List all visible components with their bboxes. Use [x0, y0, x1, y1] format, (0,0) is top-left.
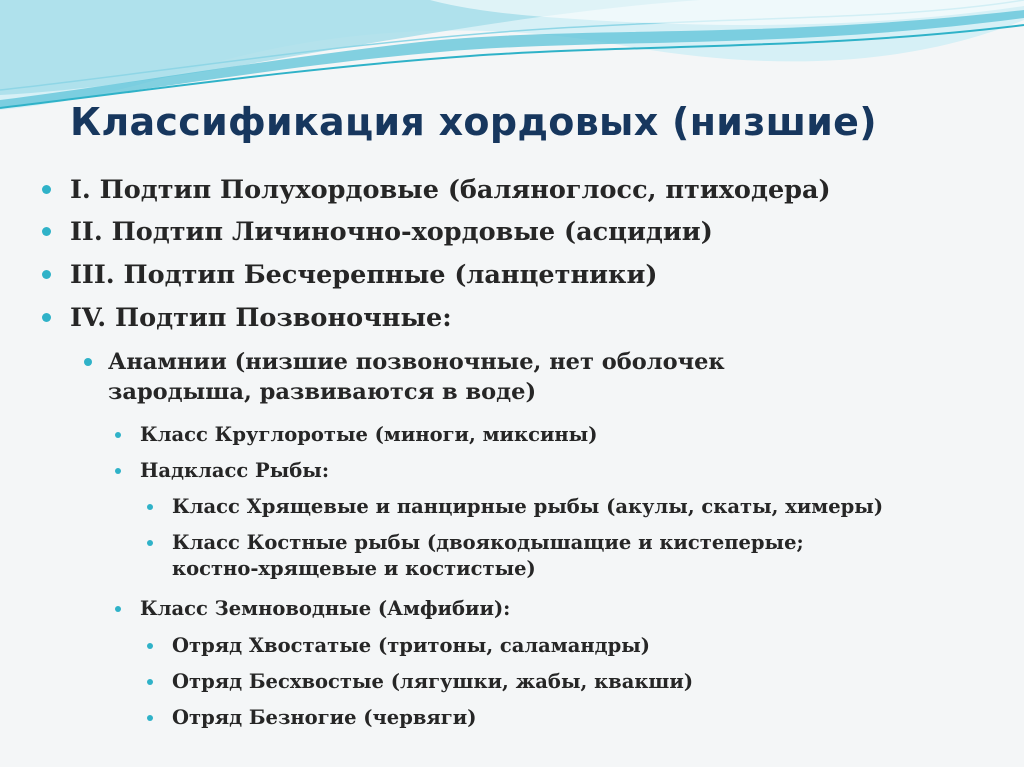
bullet-text-level-4: Класс Хрящевые и панцирные рыбы (акулы, скаты, химеры): [172, 495, 884, 518]
bullet-text-level-4: Отряд Бесхвостые (лягушки, жабы, квакши): [172, 670, 694, 693]
bullet-text-level-4: Отряд Хвостатые (тритоны, саламандры): [172, 634, 651, 657]
bullet-marker: [42, 270, 51, 279]
bullet-marker: [84, 358, 92, 366]
bullet-marker: [147, 643, 153, 649]
bullet-marker: [42, 185, 51, 194]
bullet-text-level-4: костно-хрящевые и костистые): [172, 557, 536, 580]
bullet-text-level-4: Отряд Безногие (червяги): [172, 706, 477, 729]
bullet-marker: [115, 432, 121, 438]
bullet-text-level-2: Анамнии (низшие позвоночные, нет оболочек: [108, 349, 725, 375]
bullet-marker: [147, 540, 153, 546]
bullet-text-level-3: Класс Земноводные (Амфибии):: [140, 597, 511, 620]
bullet-text-level-3: Класс Круглоротые (миноги, миксины): [140, 423, 598, 446]
bullet-marker: [115, 606, 121, 612]
slide-title: Классификация хордовых (низшие): [70, 100, 877, 144]
bullet-text-level-1: II. Подтип Личиночно-хордовые (асцидии): [70, 217, 713, 247]
bullet-text-level-1: IV. Подтип Позвоночные:: [70, 303, 452, 333]
bullet-text-level-2: зародыша, развиваются в воде): [108, 379, 537, 405]
bullet-marker: [115, 468, 121, 474]
bullet-marker: [42, 313, 51, 322]
bullet-text-level-1: III. Подтип Бесчерепные (ланцетники): [70, 260, 658, 290]
bullet-text-level-3: Надкласс Рыбы:: [140, 459, 330, 482]
bullet-text-level-1: I. Подтип Полухордовые (баляноглосс, птиходера): [70, 175, 831, 205]
bullet-marker: [42, 227, 51, 236]
bullet-marker: [147, 679, 153, 685]
bullet-marker: [147, 504, 153, 510]
bullet-marker: [147, 715, 153, 721]
bullet-text-level-4: Класс Костные рыбы (двоякодышащие и кистеперые;: [172, 531, 804, 554]
